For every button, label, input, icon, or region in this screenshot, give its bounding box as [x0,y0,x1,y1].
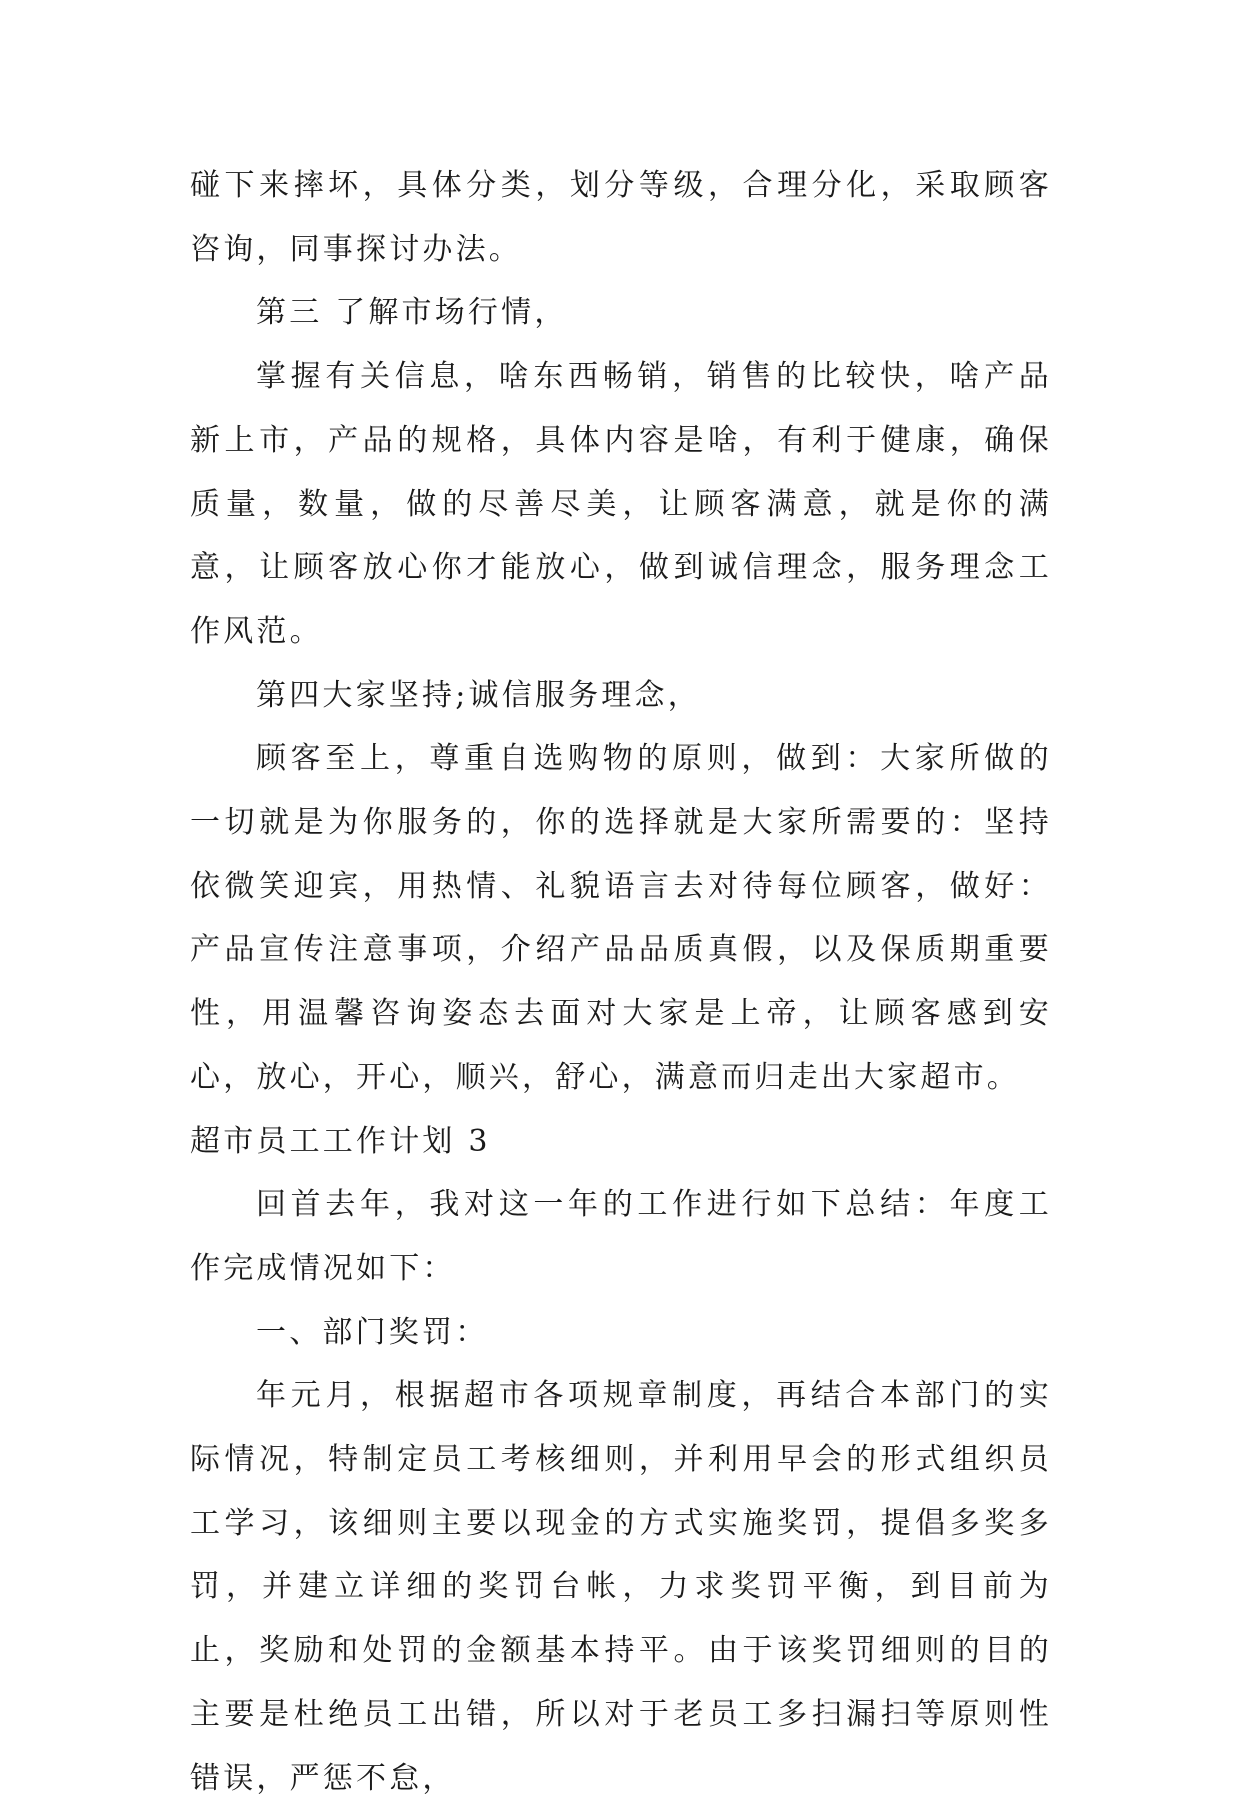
document-body [190,154,1052,1810]
paragraph-point-three: 第三 了解市场行情， [256,295,568,331]
paragraph-point-four: 第四大家坚持;诚信服务理念， [256,677,701,713]
paragraph-year-review: 回首去年，我对这一年的工作进行如下总结：年度工作完成情况如下： [190,1187,1052,1286]
section-title: 超市员工工作计划 3 [190,1123,491,1159]
paragraph-customer-first: 顾客至上，尊重自选购物的原则，做到：大家所做的一切就是为你服务的，你的选择就是大家所需要的：坚持依微笑迎宾，用热情、礼貌语言去对待每位顾客，做好：产品宣传注意事项，介绍产品品质真假，以及保质期重要性，用温馨咨询姿态去面对大家是上帝，让顾客感到安心，放心，开心，顺兴，舒心，满意而归走出大家超市。 [190,741,1052,1095]
paragraph-continuation: 碰下来摔坏，具体分类，划分等级，合理分化，采取顾客咨询，同事探讨办法。 [190,168,1052,267]
paragraph-dept-rewards-detail: 年元月，根据超市各项规章制度，再结合本部门的实际情况，特制定员工考核细则，并利用早会的形式组织员工学习，该细则主要以现金的方式实施奖罚，提倡多奖多罚，并建立详细的奖罚台帐，力求奖罚平衡，到目前为止，奖励和处罚的金额基本持平。由于该奖罚细则的目的主要是杜绝员工出错，所以对于老员工多扫漏扫等原则性错误，严惩不怠， [190,1378,1052,1796]
paragraph-market-info: 掌握有关信息，啥东西畅销，销售的比较快，啥产品新上市，产品的规格，具体内容是啥，有利于健康，确保质量，数量，做的尽善尽美，让顾客满意，就是你的满意，让顾客放心你才能放心，做到诚信理念，服务理念工作风范。 [190,359,1052,649]
paragraph-dept-rewards-heading: 一、部门奖罚： [256,1314,489,1350]
